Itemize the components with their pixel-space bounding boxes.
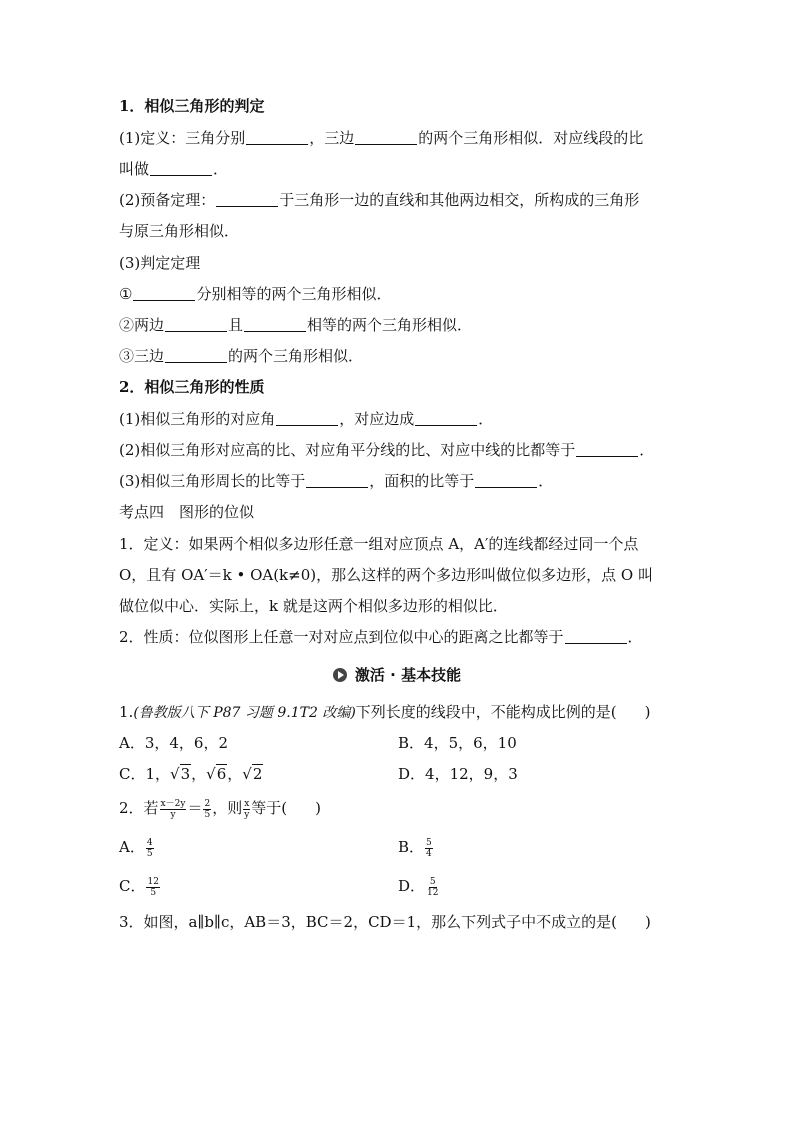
answer-blank[interactable] <box>150 160 212 176</box>
text: 相等的两个三角形相似． <box>307 316 473 334</box>
criterion-2 <box>119 315 754 335</box>
definition-line-2 <box>119 159 754 179</box>
option-c[interactable] <box>119 876 161 898</box>
separator: ， <box>191 765 207 783</box>
answer-blank[interactable] <box>216 191 278 207</box>
sqrt-term: √2 <box>242 765 263 783</box>
option-a[interactable] <box>119 837 155 859</box>
option-a[interactable]: A．3，4，6，2 <box>119 734 229 752</box>
text: ) <box>644 703 651 721</box>
question-1-stem <box>119 702 754 723</box>
option-b[interactable]: B．4，5，6，10 <box>398 734 517 752</box>
homothety-property <box>119 627 754 647</box>
text: 分别相等的两个三角形相似． <box>196 285 392 303</box>
preliminary-theorem-line <box>119 190 754 210</box>
section-header-label: 激活 · 基本技能 <box>354 666 462 684</box>
homothety-definition-3: 做位似中心．实际上，k 就是这两个相似多边形的相似比． <box>119 597 508 615</box>
sqrt-term: √3 <box>170 765 191 783</box>
option-label: C．1， <box>119 765 171 783</box>
text: ，则 <box>212 799 243 817</box>
answer-blank[interactable] <box>475 472 537 488</box>
text: 于三角形一边的直线和其他两边相交，所构成的三角形 <box>279 191 640 209</box>
option-d[interactable] <box>398 876 440 898</box>
property-2 <box>119 440 754 460</box>
text: ) <box>644 913 651 931</box>
text: (3)相似三角形周长的比等于 <box>119 472 306 490</box>
criterion-3 <box>119 346 754 366</box>
definition-line <box>119 128 754 148</box>
text: ． <box>627 628 643 646</box>
text: 的两个三角形相似． <box>228 347 364 365</box>
option-c[interactable] <box>119 764 263 784</box>
text: ，对应边成 <box>339 410 415 428</box>
answer-blank[interactable] <box>565 628 627 644</box>
option-label: B． <box>398 838 425 856</box>
answer-blank[interactable] <box>576 441 638 457</box>
answer-blank[interactable] <box>133 285 195 301</box>
text: ，面积的比等于 <box>369 472 475 490</box>
text: ． <box>639 441 655 459</box>
answer-blank[interactable] <box>415 410 477 426</box>
text: (1)相似三角形的对应角 <box>119 410 276 428</box>
play-circle-icon <box>333 668 347 682</box>
text: ②两边 <box>119 316 165 334</box>
text: 的两个三角形相似．对应线段的比 <box>418 129 644 147</box>
text: ) <box>315 799 322 817</box>
fraction: $\frac{x}{y}$ <box>244 798 250 820</box>
section-title-homothety: 考点四 图形的位似 <box>119 503 255 521</box>
criterion-1 <box>119 284 754 304</box>
fraction: $\frac{x-2y}{y}$ <box>160 798 186 820</box>
text: 叫做 <box>119 160 150 178</box>
question-3-stem <box>119 912 754 932</box>
text: ，三边 <box>309 129 355 147</box>
separator: ， <box>227 765 243 783</box>
criteria-heading: (3)判定定理 <box>119 254 201 272</box>
answer-blank[interactable] <box>165 347 227 363</box>
answer-blank[interactable] <box>244 316 306 332</box>
answer-blank[interactable] <box>355 129 417 145</box>
text: 2．性质：位似图形上任意一对对应点到位似中心的距离之比都等于 <box>119 628 564 646</box>
section-title-similar-triangles-criteria: 1．相似三角形的判定 <box>119 97 265 115</box>
question-source: (鲁教版八下 P87 习题 9.1T2 改编) <box>133 705 356 721</box>
option-b[interactable] <box>398 837 434 859</box>
fraction: $\frac{4}{5}$ <box>146 837 153 859</box>
text: 2．若 <box>119 799 159 817</box>
option-label: D． <box>398 877 426 895</box>
text: 等于( <box>251 799 288 817</box>
text: ③三边 <box>119 347 165 365</box>
text: ． <box>213 160 229 178</box>
fraction: $\frac{5}{12}$ <box>427 876 439 898</box>
text: ． <box>478 410 494 428</box>
answer-blank[interactable] <box>165 316 227 332</box>
text: (2)相似三角形对应高的比、对应角平分线的比、对应中线的比都等于 <box>119 441 576 459</box>
question-2-stem <box>119 798 754 820</box>
section-title-similar-triangles-properties: 2．相似三角形的性质 <box>119 378 265 396</box>
property-1 <box>119 409 754 429</box>
homothety-definition-2: O，且有 OA′＝k • OA(k≠0)，那么这样的两个多边形叫做位似多边形，点 O 叫 <box>119 566 653 584</box>
text: 且 <box>228 316 244 334</box>
preliminary-theorem-line-2: 与原三角形相似． <box>119 222 240 240</box>
homothety-definition-1: 1．定义：如果两个相似多边形任意一组对应顶点 A，A′的连线都经过同一个点 <box>119 535 639 553</box>
text: (1)定义：三角分别 <box>119 129 246 147</box>
answer-blank[interactable] <box>306 472 368 488</box>
text: ① <box>119 285 133 303</box>
fraction: $\frac{12}{5}$ <box>147 876 159 898</box>
sqrt-term: √6 <box>206 765 227 783</box>
option-label: A． <box>119 838 145 856</box>
property-3 <box>119 471 754 491</box>
question-number: 1. <box>119 703 134 721</box>
text: ． <box>538 472 554 490</box>
answer-blank[interactable] <box>246 129 308 145</box>
option-d[interactable]: D．4，12，9，3 <box>398 765 518 783</box>
question-text: 下列长度的线段中，不能构成比例的是( <box>355 703 617 721</box>
fraction: $\frac{2}{5}$ <box>204 798 211 820</box>
question-text: 3．如图，a∥b∥c，AB＝3，BC＝2，CD＝1，那么下列式子中不成立的是( <box>119 913 617 931</box>
section-header-basic-skills <box>0 664 794 685</box>
fraction: $\frac{5}{4}$ <box>426 837 432 859</box>
text: (2)预备定理： <box>119 191 216 209</box>
option-label: C． <box>119 877 146 895</box>
answer-blank[interactable] <box>276 410 338 426</box>
text: ＝ <box>187 799 203 817</box>
